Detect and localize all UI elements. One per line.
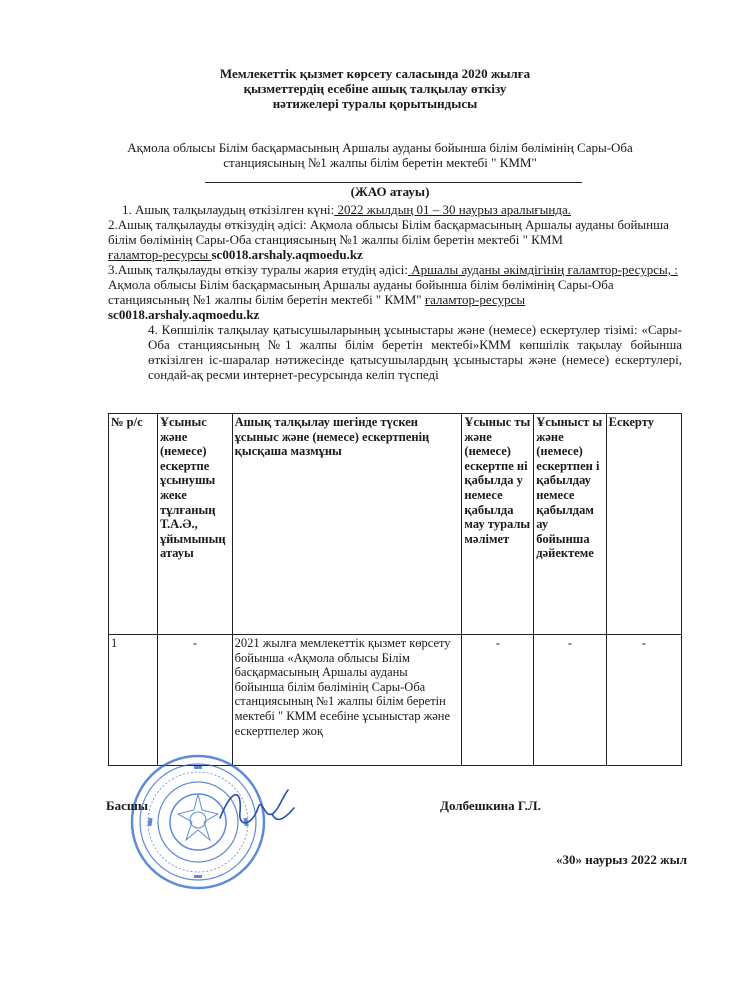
table-cell: - (157, 635, 232, 766)
item-3-underlined: Аршалы ауданы әкімдігінің ғаламтор-ресурсы, : (408, 262, 678, 277)
table-header-cell: Ұсыныс ты және (немесе) ескертпе ні қабылда у немесе қабылда мау туралы мәлімет (462, 414, 534, 635)
table-header-cell: Ашық талқылау шегінде түскен ұсыныс және (немесе) ескертпенің қысқаша мазмұны (232, 414, 462, 635)
title-line-3: нәтижелері туралы қорытындысы (272, 96, 478, 111)
item-3-prefix: 3.Ашық талқылауды өткізу туралы жария етудің әдісі: (108, 262, 408, 277)
item-3 (108, 262, 682, 322)
table-header-row (109, 414, 682, 635)
item-1-value: 2022 жылдың 01 – 30 наурыз аралығында. (334, 202, 572, 217)
table-cell: - (462, 635, 534, 766)
document-title (100, 66, 650, 111)
item-2-text: Ақмола облысы Білім басқармасының Аршалы ауданы бойынша білім бөлімінің Сары-Оба станциясының №1 жалпы білім беретін мектебі " КММ (108, 217, 669, 247)
handwritten-signature-icon (212, 778, 302, 838)
proposals-table (108, 413, 682, 766)
table-header-cell: Ескерту (606, 414, 681, 635)
organization-label: (ЖАО атауы) (350, 184, 430, 199)
document-date: «30» наурыз 2022 жыл (556, 852, 688, 867)
table-header-cell: Ұсыныст ы және (немесе) ескертпен і қабылдау немесе қабылдам ау бойынша дәйектеме (534, 414, 606, 635)
item-2-link[interactable]: sc0018.arshaly.aqmoedu.kz (211, 247, 363, 262)
table-cell: - (534, 635, 606, 766)
organization-name: Ақмола облысы Білім басқармасының Аршалы ауданы бойынша білім бөлімінің Сары-Оба станциясының №1 жалпы білім беретін мектебі " КММ" (127, 140, 633, 170)
item-2-prefix: 2.Ашық талқылауды өткізудің әдісі: (108, 217, 307, 232)
table-cell: - (606, 635, 681, 766)
item-1 (108, 202, 682, 217)
table-cell: 1 (109, 635, 158, 766)
report-items (108, 202, 682, 382)
signatory-name: Долбешкина Г.Л. (440, 798, 541, 813)
item-3-text: Ақмола облысы Білім басқармасының Аршалы ауданы бойынша білім бөлімінің Сары-Оба станциясының №1 жалпы білім беретін мектебі " КММ" (108, 277, 614, 307)
title-line-2: қызметтердің есебіне ашық талқылау өткізу (243, 81, 507, 96)
item-3-link-label: ғаламтор-ресурсы (424, 292, 526, 307)
table-header-cell: № р/с (109, 414, 158, 635)
signatory-role: Басшы (106, 798, 148, 813)
table-header-cell: Ұсыныс және (немесе) ескертпе ұсынушы жеке тұлғаның Т.А.Ә., ұйымының атауы (157, 414, 232, 635)
item-4: 4. Көпшілік талқылау қатысушыларының ұсыныстары және (немесе) ескертулер тізімі: «Сары-Оба станциясының №1 жалпы білім беретін мектебі»КММ көпшілік тақылау бойынша өткізілген іс-шаралар нәтижесінде қатысушылардың ұсыныстары және (немесе) ескертулері, сондай-ақ ресми интернет-ресурсында келіп түспеді (148, 322, 682, 382)
table-cell: 2021 жылға мемлекеттік қызмет көрсету бойынша «Ақмола облысы Білім басқармасының Аршалы ауданы бойынша білім бөлімінің Сары-Оба станциясының №1 жалпы білім беретін мектебі " КММ есебіне ұсыныстар және ескертпелер жоқ (232, 635, 462, 766)
organization-underline (205, 182, 582, 183)
item-2-link-label: ғаламтор-ресурсы (108, 247, 212, 262)
item-3-link[interactable]: sc0018.arshaly.aqmoedu.kz (108, 307, 260, 322)
item-1-prefix: 1. Ашық талқылаудың өткізілген күні: (122, 202, 335, 217)
item-2 (108, 217, 682, 262)
table-row (109, 635, 682, 766)
title-line-1: Мемлекеттік қызмет көрсету саласында 2020 жылға (219, 66, 531, 81)
